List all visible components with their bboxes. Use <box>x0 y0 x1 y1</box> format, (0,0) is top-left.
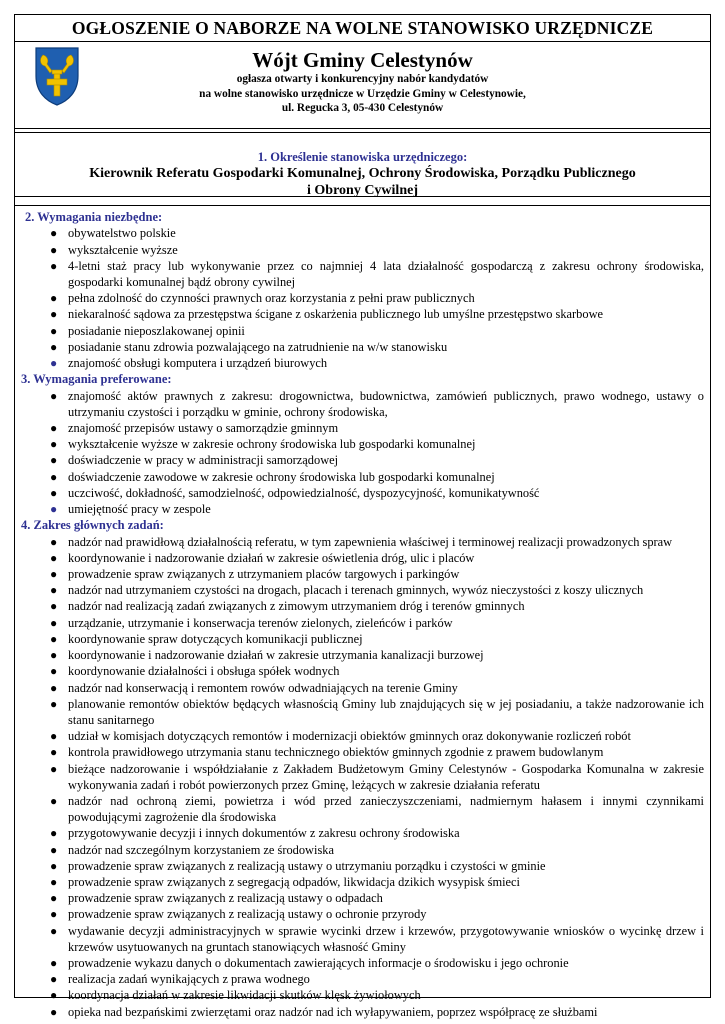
header-address: ul. Regucka 3, 05-430 Celestynów <box>281 102 444 114</box>
bullet-icon: ● <box>50 437 58 452</box>
list-item <box>21 842 704 858</box>
bullet-icon: ● <box>50 550 58 565</box>
bullet-icon: ● <box>50 664 58 679</box>
list-item <box>21 971 704 987</box>
list-item <box>21 242 704 258</box>
list-item-text: umiejętność pracy w zespole <box>68 502 211 517</box>
list-item <box>21 485 704 501</box>
requirements-content <box>15 206 710 1020</box>
bullet-icon: ● <box>50 631 58 646</box>
position-heading: 1. Określenie stanowiska urzędniczego: <box>257 150 468 164</box>
list-item <box>21 436 704 452</box>
bullet-icon: ● <box>50 907 58 922</box>
position-title-line-1: Kierownik Referatu Gospodarki Komunalnej, Ochrony Środowiska, Porządku Publicznego <box>89 166 636 181</box>
list-item-text: koordynowanie działalności i obsługa spółek wodnych <box>68 664 340 679</box>
list-item-text: nadzór nad realizacją zadań związanych z zimowym utrzymaniem dróg i terenów gminnych <box>68 599 525 614</box>
list-item-text: doświadczenie zawodowe w zakresie ochrony środowiska lub gospodarki komunalnej <box>68 469 495 484</box>
bullet-icon: ● <box>50 955 58 970</box>
position-title-line-2: i Obrony Cywilnej <box>307 183 418 198</box>
list-item-text: przygotowywanie decyzji i innych dokumentów z zakresu ochrony środowiska <box>68 826 460 841</box>
list-item <box>21 923 704 955</box>
bullet-icon: ● <box>50 599 58 614</box>
list-item <box>21 355 704 371</box>
list-item-text: znajomość aktów prawnych z zakresu: drogownictwa, budownictwa, zamówień publicznych, prawo wodnego, ustawy o utrzymaniu czystości i porządku w gminie, ochrony środowiska, <box>68 388 704 419</box>
bullet-icon: ● <box>50 972 58 987</box>
list-item-text: 4-letni staż pracy lub wykonywanie przez co najmniej 4 lata działalność gospodarczą z zakresu ochrony środowiska, gospodarki komunalnej bądź obrony cywilnej <box>68 258 704 290</box>
bullet-icon: ● <box>50 858 58 873</box>
list-item <box>21 1004 704 1020</box>
list-item-text: posiadanie stanu zdrowia pozwalającego na zatrudnienie na w/w stanowisku <box>68 339 448 354</box>
list-item <box>21 955 704 971</box>
header-line-2: na wolne stanowisko urzędnicze w Urzędzie Gminy w Celestynowie, <box>199 87 526 100</box>
list-item <box>21 825 704 841</box>
list-item <box>21 631 704 647</box>
list-item <box>21 874 704 890</box>
bullet-icon: ● <box>50 356 58 371</box>
bullet-icon: ● <box>50 923 58 938</box>
list-item <box>21 647 704 663</box>
list-item <box>21 598 704 614</box>
list-item-text: prowadzenie wykazu danych o dokumentach zawierających informacje o środowisku i jego ochronie <box>68 955 569 970</box>
bullet-icon: ● <box>50 567 58 582</box>
list-item-text: prowadzenie spraw związanych z realizacją ustawy o ochronie przyrody <box>68 907 427 922</box>
list-item <box>21 306 704 322</box>
document-title: OGŁOSZENIE O NABORZE NA WOLNE STANOWISKO URZĘDNICZE <box>15 15 710 42</box>
bullet-icon: ● <box>50 1004 58 1019</box>
list-item-text: prowadzenie spraw związanych z utrzymaniem placów targowych i parkingów <box>68 567 460 582</box>
section-heading: 4. Zakres głównych zadań: <box>21 518 164 533</box>
list-item <box>21 906 704 922</box>
list-item <box>21 258 704 290</box>
bullet-icon: ● <box>50 453 58 468</box>
section-heading: 3. Wymagania preferowane: <box>21 372 172 387</box>
bullet-list <box>21 534 704 1020</box>
list-item <box>21 469 704 485</box>
bullet-icon: ● <box>50 583 58 598</box>
list-item-text: niekaralność sądowa za przestępstwa ścigane z oskarżenia publicznego lub umyślne przestępstwo skarbowe <box>68 307 604 322</box>
list-item-text: nadzór nad prawidłową działalnością referatu, w tym zapewnienia właściwej i terminowej realizacji prowadzonych spraw <box>68 534 673 549</box>
bullet-icon: ● <box>50 388 58 403</box>
list-item-text: koordynacja działań w zakresie likwidacji skutków klęsk żywiołowych <box>68 988 421 1003</box>
bullet-icon: ● <box>50 648 58 663</box>
issuer-header <box>15 42 710 129</box>
list-item-text: wykształcenie wyższe w zakresie ochrony środowiska lub gospodarki komunalnej <box>68 437 476 452</box>
bullet-icon: ● <box>50 615 58 630</box>
list-item-text: koordynowanie i nadzorowanie działań w zakresie oświetlenia dróg, ulic i placów <box>68 550 475 565</box>
bullet-icon: ● <box>50 826 58 841</box>
list-item-text: prowadzenie spraw związanych z realizacją ustawy o odpadach <box>68 891 383 906</box>
list-item-text: posiadanie nieposzlakowanej opinii <box>68 323 245 338</box>
list-item <box>21 534 704 550</box>
list-item <box>21 225 704 241</box>
list-item-text: opieka nad bezpańskimi zwierzętami oraz nadzór nad ich wyłapywaniem, poprzez współpracę ze służbami <box>68 1004 598 1019</box>
announcement-document <box>14 14 711 1019</box>
section-heading: 2. Wymagania niezbędne: <box>25 210 163 224</box>
bullet-icon: ● <box>50 502 58 517</box>
list-item <box>21 696 704 728</box>
list-item <box>21 890 704 906</box>
list-item <box>21 680 704 696</box>
header-line-1: ogłasza otwarty i konkurencyjny nabór kandydatów <box>236 73 489 85</box>
list-item-text: realizacja zadań wynikających z prawa wodnego <box>68 972 310 987</box>
list-item <box>21 793 704 825</box>
list-item-text: nadzór nad utrzymaniem czystości na drogach, placach i terenach gminnych, wywóz nieczystości z koszy ulicznych <box>68 583 644 598</box>
list-item-text: wykształcenie wyższe <box>68 242 178 257</box>
list-item-text: pełna zdolność do czynności prawnych oraz korzystania z pełni praw publicznych <box>68 291 475 306</box>
list-item <box>21 452 704 468</box>
list-item-text: kontrola prawidłowego utrzymania stanu technicznego obiektów gminnych zgodnie z prawem budowlanym <box>68 745 604 760</box>
bullet-list <box>21 225 704 371</box>
bullet-icon: ● <box>50 842 58 857</box>
list-item-text: koordynowanie i nadzorowanie działań w zakresie utrzymania kanalizacji burzowej <box>68 648 484 663</box>
bullet-icon: ● <box>50 323 58 338</box>
list-item-text: nadzór nad szczególnym korzystaniem ze środowiska <box>68 842 334 857</box>
bullet-icon: ● <box>50 258 58 273</box>
list-item-text: doświadczenie w pracy w administracji samorządowej <box>68 453 339 468</box>
list-item <box>21 323 704 339</box>
bullet-icon: ● <box>50 469 58 484</box>
bullet-icon: ● <box>50 696 58 711</box>
bullet-icon: ● <box>50 307 58 322</box>
list-item <box>21 858 704 874</box>
list-item-text: bieżące nadzorowanie i współdziałanie z Zakładem Budżetowym Gminy Celestynów - Gospodarka Komunalna w zakresie wykonywania zadań i robót powierzonych przez Gminę, leżących w zakresie działania referatu <box>68 761 704 792</box>
list-item-text: uczciwość, dokładność, samodzielność, odpowiedzialność, dyspozycyjność, komunikatywność <box>68 485 540 500</box>
list-item <box>21 987 704 1003</box>
list-item-text: koordynowanie spraw dotyczących komunikacji publicznej <box>68 631 363 646</box>
bullet-icon: ● <box>50 534 58 549</box>
bullet-icon: ● <box>50 988 58 1003</box>
list-item-text: udział w komisjach dotyczących remontów i modernizacji obiektów gminnych oraz dokonywanie rozliczeń robót <box>68 729 631 744</box>
list-item <box>21 663 704 679</box>
list-item-text: obywatelstwo polskie <box>68 226 176 241</box>
list-item <box>21 339 704 355</box>
list-item-text: prowadzenie spraw związanych z segregacją odpadów, likwidacja dzikich wysypisk śmieci <box>68 874 520 889</box>
bullet-icon: ● <box>50 891 58 906</box>
list-item <box>21 728 704 744</box>
bullet-icon: ● <box>50 421 58 436</box>
bullet-icon: ● <box>50 226 58 241</box>
issuer-name: Wójt Gminy Celestynów <box>252 48 473 72</box>
list-item-text: znajomość przepisów ustawy o samorządzie gminnym <box>68 421 339 436</box>
position-section <box>15 133 710 197</box>
bullet-icon: ● <box>50 793 58 808</box>
list-item-text: prowadzenie spraw związanych z realizacją ustawy o utrzymaniu porządku i czystości w gminie <box>68 858 546 873</box>
list-item-text: znajomość obsługi komputera i urządzeń biurowych <box>68 356 328 371</box>
list-item <box>21 290 704 306</box>
list-item <box>21 550 704 566</box>
bullet-icon: ● <box>50 745 58 760</box>
bullet-icon: ● <box>50 680 58 695</box>
list-item <box>21 420 704 436</box>
bullet-icon: ● <box>50 291 58 306</box>
bullet-icon: ● <box>50 339 58 354</box>
list-item <box>21 501 704 517</box>
list-item <box>21 761 704 793</box>
bullet-icon: ● <box>50 485 58 500</box>
list-item-text: nadzór nad konserwacją i remontem rowów odwadniających na terenie Gminy <box>68 680 458 695</box>
bullet-icon: ● <box>50 729 58 744</box>
bullet-icon: ● <box>50 242 58 257</box>
list-item <box>21 744 704 760</box>
list-item <box>21 566 704 582</box>
list-item <box>21 615 704 631</box>
list-item <box>21 388 704 420</box>
list-item-text: urządzanie, utrzymanie i konserwacja terenów zielonych, zieleńców i parków <box>68 615 453 630</box>
list-item <box>21 582 704 598</box>
bullet-list <box>21 388 704 518</box>
list-item-text: nadzór nad ochroną ziemi, powietrza i wód przed zanieczyszczeniami, nadmiernym hałasem i innymi czynnikami powodującymi zagrożenie dla środowiska <box>68 793 704 825</box>
bullet-icon: ● <box>50 761 58 776</box>
list-item-text: planowanie remontów obiektów będących własnością Gminy lub znajdujących się w jej posiadaniu, a także nadzorowanie ich stanu sanitarnego <box>68 696 704 727</box>
header-text <box>15 48 710 116</box>
list-item-text: wydawanie decyzji administracyjnych w sprawie wycinki drzew i krzewów, przygotowywanie wniosków o wycinkę drzew i krzewów usytuowanych na gruntach stanowiących własność Gminy <box>68 923 704 954</box>
bullet-icon: ● <box>50 874 58 889</box>
